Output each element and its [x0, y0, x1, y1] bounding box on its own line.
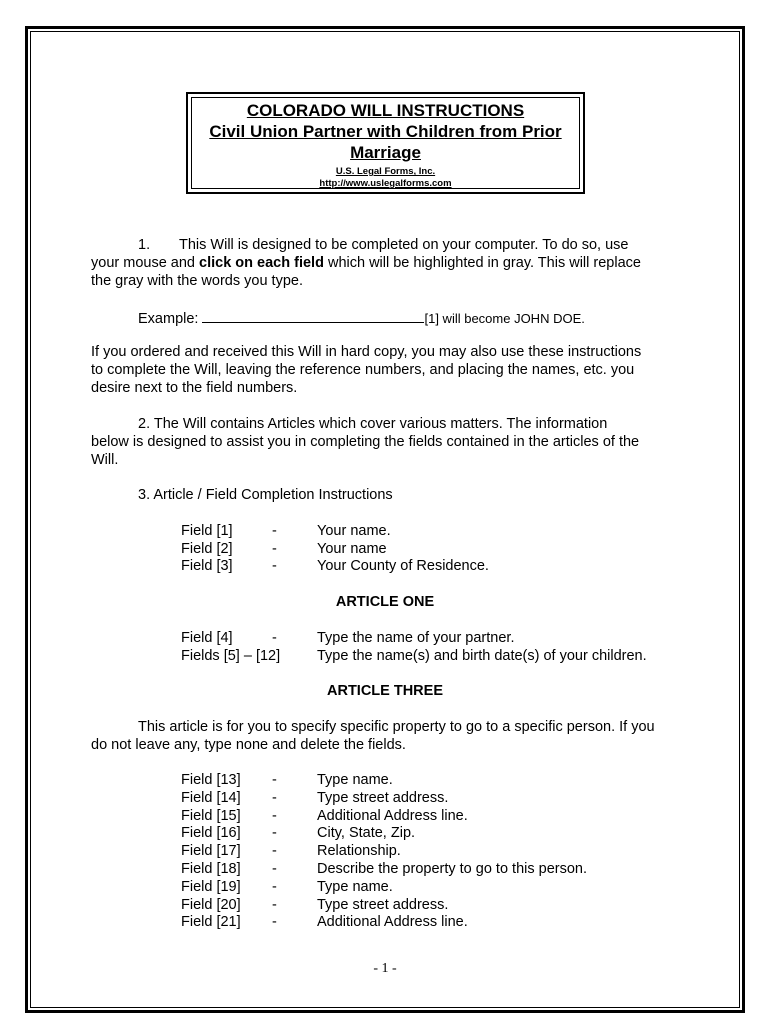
field-dash: - — [272, 861, 277, 877]
field-label: Field [21] — [181, 914, 241, 930]
field-description: Additional Address line. — [317, 808, 468, 824]
field-label: Field [15] — [181, 808, 241, 824]
field-label: Field [2] — [181, 541, 233, 557]
field-description: Type name. — [317, 772, 393, 788]
company-name: U.S. Legal Forms, Inc. — [335, 166, 436, 177]
company-url[interactable]: http://www.uslegalforms.com — [319, 178, 452, 189]
field-label: Field [19] — [181, 879, 241, 895]
field-description: Your name. — [317, 523, 391, 539]
paragraph-article-three: This article is for you to specify specific property to go to a specific person. If you do not leave any, type none and delete the fields. — [91, 719, 655, 753]
heading-article-one: ARTICLE ONE — [335, 594, 435, 610]
page-number: - 1 - — [373, 961, 397, 976]
field-description: Type the name of your partner. — [317, 630, 515, 646]
field-dash: - — [272, 772, 277, 788]
paragraph-2: 2. The Will contains Articles which cover various matters. The information below is designed to assist you in completing the fields contained in the articles of the Will. — [91, 416, 640, 468]
document-subtitle-line1: Civil Union Partner with Children from Prior — [209, 122, 562, 141]
field-dash: - — [272, 879, 277, 895]
field-label: Field [14] — [181, 790, 241, 806]
field-dash: - — [272, 825, 277, 841]
field-description: Type street address. — [317, 897, 449, 913]
field-description: City, State, Zip. — [317, 825, 416, 841]
heading-article-three: ARTICLE THREE — [327, 683, 443, 699]
title-box — [191, 97, 580, 189]
field-description: Type street address. — [317, 790, 449, 806]
field-dash: - — [272, 914, 277, 930]
field-label: Field [1] — [181, 523, 233, 539]
field-dash: - — [272, 790, 277, 806]
example-blank-field[interactable] — [202, 309, 424, 323]
field-dash: - — [272, 843, 277, 859]
field-description: Your name — [317, 541, 387, 557]
field-description: Type the name(s) and birth date(s) of your children. — [317, 648, 647, 664]
field-description: Relationship. — [317, 843, 401, 859]
field-label: Field [18] — [181, 861, 241, 877]
field-label: Fields [5] – [12] — [181, 648, 281, 664]
field-label: Field [13] — [181, 772, 241, 788]
paragraph-1-number: 1. — [138, 237, 151, 253]
click-field-emphasis: click on each field — [199, 255, 324, 271]
paragraph-3: 3. Article / Field Completion Instructions — [138, 487, 393, 503]
document-title: COLORADO WILL INSTRUCTIONS — [246, 101, 525, 120]
field-dash: - — [272, 558, 277, 574]
field-dash: - — [272, 630, 277, 646]
paragraph-hardcopy: If you ordered and received this Will in hard copy, you may also use these instructions to complete the Will, leaving the reference numbers, and placing the names, etc. you desire next to the field numbers. — [91, 344, 642, 396]
field-label: Field [16] — [181, 825, 241, 841]
paragraph-1: 1. This Will is designed to be completed on your computer. To do so, use your mouse and click on each field which will be highlighted in gray. This will replace the gray with the words you type. — [91, 237, 641, 289]
field-description: Your County of Residence. — [317, 558, 489, 574]
field-label: Field [20] — [181, 897, 241, 913]
field-dash: - — [272, 897, 277, 913]
field-dash: - — [272, 523, 277, 539]
field-label: Field [17] — [181, 843, 241, 859]
field-dash: - — [272, 808, 277, 824]
field-description: Describe the property to go to this person. — [317, 861, 588, 877]
field-label: Field [4] — [181, 630, 233, 646]
document-subtitle-line2: Marriage — [350, 143, 421, 162]
field-description: Type name. — [317, 879, 393, 895]
field-dash: - — [272, 541, 277, 557]
field-label: Field [3] — [181, 558, 233, 574]
example-line: Example: [1] will become JOHN DOE. — [138, 311, 585, 327]
field-description: Additional Address line. — [317, 914, 468, 930]
